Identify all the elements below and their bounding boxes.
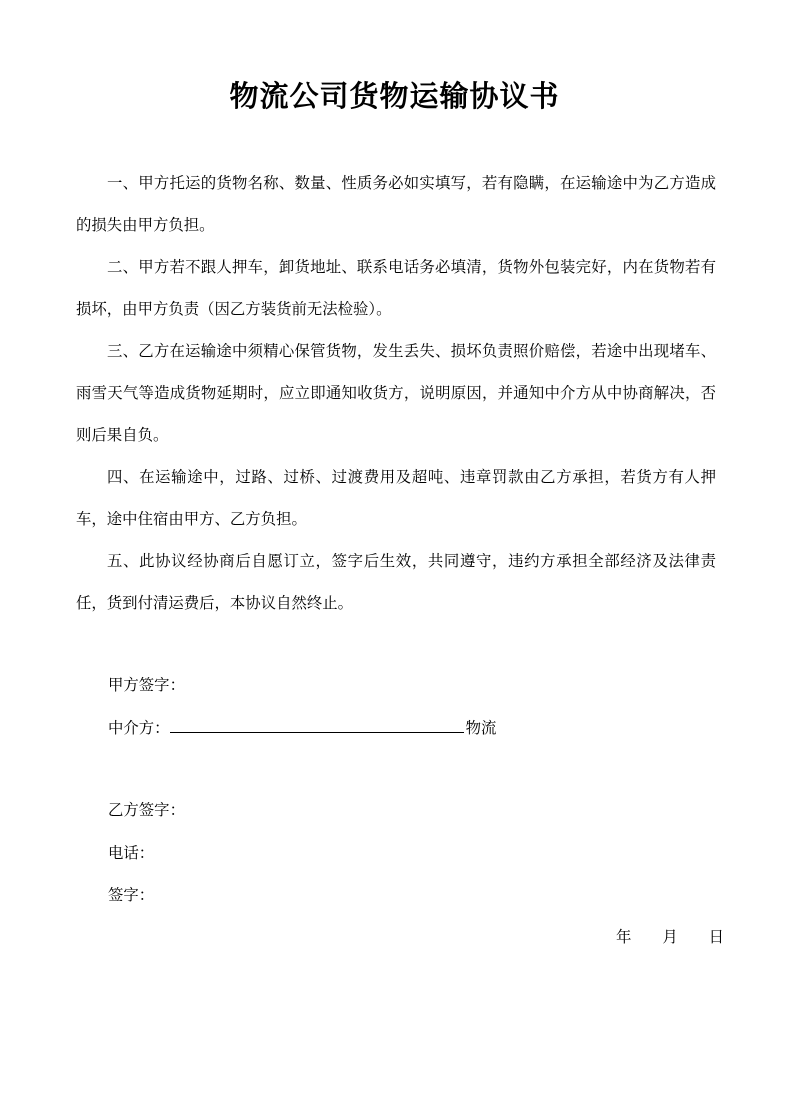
clause-2: 二、甲方若不跟人押车，卸货地址、联系电话务必填清，货物外包装完好，内在货物若有损坏，由甲方负责（因乙方装货前无法检验）。 xyxy=(76,258,716,318)
date-year-label: 年 xyxy=(616,928,632,946)
clause-1: 一、甲方托运的货物名称、数量、性质务必如实填写，若有隐瞒，在运输途中为乙方造成的损失由甲方负担。 xyxy=(76,174,716,234)
party-b-signature-label: 乙方签字： xyxy=(108,801,185,819)
date-month-label: 月 xyxy=(662,928,678,946)
intermediary-label: 中介方： xyxy=(108,719,170,737)
sign-label: 签字： xyxy=(108,886,155,904)
clauses-section xyxy=(76,162,716,624)
date-day-label: 日 xyxy=(708,928,725,946)
intermediary-suffix: 物流 xyxy=(465,719,497,737)
clause-3: 三、乙方在运输途中须精心保管货物，发生丢失、损坏负责照价赔偿，若途中出现堵车、雨雪天气等造成货物延期时，应立即通知收货方，说明原因，并通知中介方从中协商解决，否则后果自负。 xyxy=(76,342,716,444)
intermediary-blank-line[interactable] xyxy=(170,716,464,733)
clause-4: 四、在运输途中，过路、过桥、过渡费用及超吨、违章罚款由乙方承担，若货方有人押车，途中住宿由甲方、乙方负担。 xyxy=(76,468,716,528)
date-row xyxy=(616,926,724,948)
intermediary-row xyxy=(108,716,496,739)
phone-label: 电话： xyxy=(108,844,155,862)
document-title: 物流公司货物运输协议书 xyxy=(229,79,560,113)
party-a-signature-label: 甲方签字： xyxy=(108,676,185,694)
clause-5: 五、此协议经协商后自愿订立，签字后生效，共同遵守，违约方承担全部经济及法律责任，货到付清运费后，本协议自然终止。 xyxy=(76,552,716,612)
